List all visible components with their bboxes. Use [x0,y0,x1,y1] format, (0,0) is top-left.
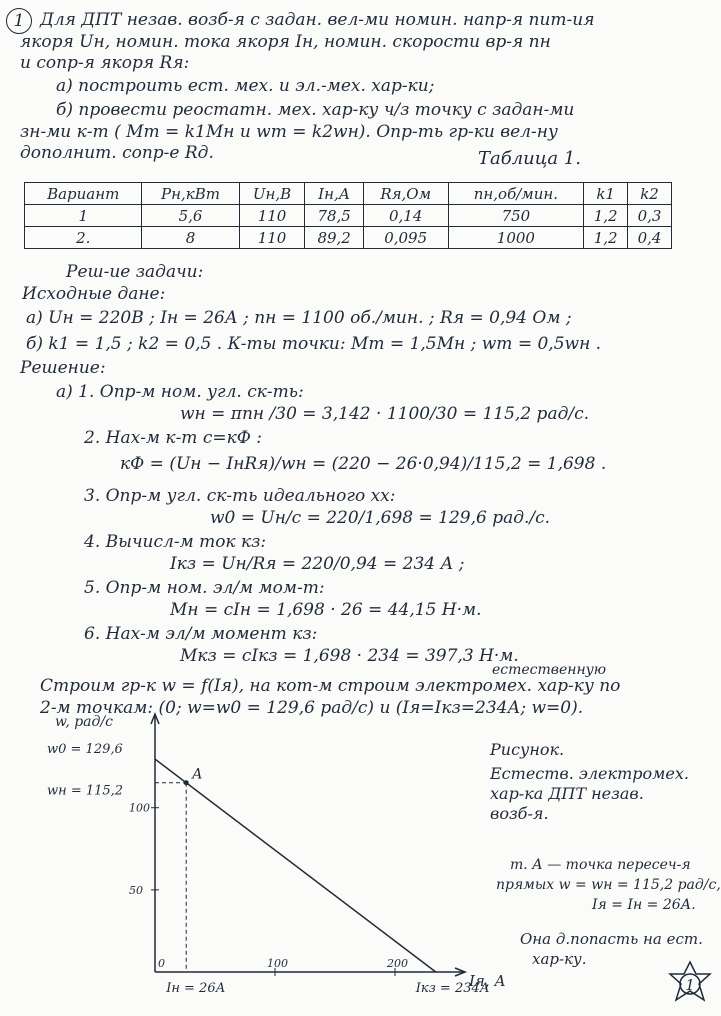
table-cell: 89,2 [305,227,363,249]
table-cell: 0,095 [363,227,448,249]
given-heading: Исходные дане: [22,284,166,304]
wn-label: wн = 115,2 [47,783,124,799]
table-cell: 0,3 [628,205,672,227]
solution-formula: Iкз = Uн/Rя = 220/0,94 = 234 А ; [170,554,465,574]
solution-step: 5. Опр-м ном. эл/м мом-т: [84,578,325,598]
x-axis-label: Iя, А [469,972,506,990]
table-cell: 1 [25,205,142,227]
table-cell: 78,5 [305,205,363,227]
solution-formula: wн = πnн /30 = 3,142 · 1100/30 = 115,2 рад/с. [180,404,590,424]
solution-subheading: Решение: [20,358,106,378]
table-cell: 110 [239,205,305,227]
In-label: Iн = 26А [166,981,226,996]
parameters-table [24,182,672,249]
w0-label: w0 = 129,6 [47,742,123,758]
table-cell: 1000 [448,227,584,249]
plot-note: 2-м точкам: (0; w=w0 = 129,6 рад/с) и (Iя=Iкз=234А; w=0). [40,698,584,718]
point-note-line: т. А — точка пересеч-я [510,857,691,873]
characteristic-line [155,759,436,972]
table-header: k1 [584,183,628,205]
table-header: Uн,В [239,183,305,205]
table-header: Pн,кВт [142,183,239,205]
problem-line: б) провести реостатн. мех. хар-ку ч/з точку с задан-ми [56,100,575,120]
problem-number: 1 [6,8,32,34]
table-title: Таблица 1. [478,148,581,169]
solution-step: 3. Опр-м угл. ск-ть идеального хх: [84,486,396,506]
page-number-badge [668,960,712,1004]
y-axis-label: w, рад/с [55,714,113,730]
y-tick-label: 100 [129,801,150,815]
table-cell: 8 [142,227,239,249]
x-tick-label: 200 [387,957,408,970]
table-cell: 5,6 [142,205,239,227]
table-cell: 2. [25,227,142,249]
point-note-line: Iя = Iн = 26А. [592,897,696,913]
table-header: nн,об/мин. [448,183,584,205]
table-header: Iн,А [305,183,363,205]
problem-line: зн-ми к-т ( Mт = k1Mн и wт = k2wн). Опр-ть гр-ки вел-ну [20,122,558,142]
point-note-line: хар-ку. [532,950,587,968]
table-row [25,205,672,227]
solution-step: 6. Нах-м эл/м момент кз: [84,624,318,644]
table-cell: 1,2 [584,227,628,249]
page-number: 1 [685,976,695,994]
table-cell: 0,4 [628,227,672,249]
table-cell: 750 [448,205,584,227]
table-header: Rя,Ом [363,183,448,205]
table-cell: 1,2 [584,205,628,227]
solution-formula: кФ = (Uн − IнRя)/wн = (220 − 26·0,94)/115,2 = 1,698 . [120,454,607,474]
table-cell: 0,14 [363,205,448,227]
point-A-label: A [192,766,203,783]
electromechanical-characteristic-chart [40,710,506,1006]
given-line: б) k1 = 1,5 ; k2 = 0,5 . К-ты точки: Mт = 1,5Mн ; wт = 0,5wн . [26,334,602,354]
point-note-line: Она д.попасть на ест. [520,930,703,948]
x-tick-label: 100 [267,957,288,970]
point-note-line: прямых w = wн = 115,2 рад/с, [496,877,721,893]
problem-line: и сопр-я якоря Rя: [20,53,190,73]
Ikz-label: Iкз = 234А [415,981,490,996]
x-tick-label: 0 [158,957,165,970]
figure-caption-line: Естеств. электромех. [490,764,689,783]
table-header: k2 [628,183,672,205]
solution-step: 4. Вычисл-м ток кз: [84,532,267,552]
solution-formula: w0 = Uн/c = 220/1,698 = 129,6 рад./с. [210,508,551,528]
point-A-marker [184,780,189,785]
solution-heading: Реш-ие задачи: [66,262,204,282]
problem-line: Для ДПТ незав. возб-я с задан. вел-ми номин. напр-я пит-ия [40,10,595,30]
problem-line: а) построить ест. мех. и эл.-мех. хар-ки; [56,76,435,96]
plot-note: Строим гр-к w = f(Iя), на кот-м строим электромех. хар-ку по [40,676,621,696]
solution-formula: Mн = cIн = 1,698 · 26 = 44,15 Н·м. [170,600,482,620]
table-row [25,227,672,249]
given-line: а) Uн = 220В ; Iн = 26А ; nн = 1100 об./мин. ; Rя = 0,94 Ом ; [26,308,572,328]
problem-line: дополнит. сопр-е Rд. [20,143,214,163]
problem-line: якоря Uн, номин. тока якоря Iн, номин. скорости вр-я nн [20,32,551,52]
table-header: Вариант [25,183,142,205]
figure-caption-line: Рисунок. [490,740,565,759]
solution-step: 2. Нах-м к-т с=кФ : [84,428,262,448]
solution-formula: Mкз = cIкз = 1,698 · 234 = 397,3 Н·м. [180,646,519,666]
figure-caption-line: хар-ка ДПТ незав. [490,784,644,803]
figure-caption-line: возб-я. [490,804,549,823]
plot-note-insert: естественную [492,662,607,678]
y-tick-label: 50 [129,883,143,897]
table-cell: 110 [239,227,305,249]
solution-step: а) 1. Опр-м ном. угл. ск-ть: [56,382,304,402]
